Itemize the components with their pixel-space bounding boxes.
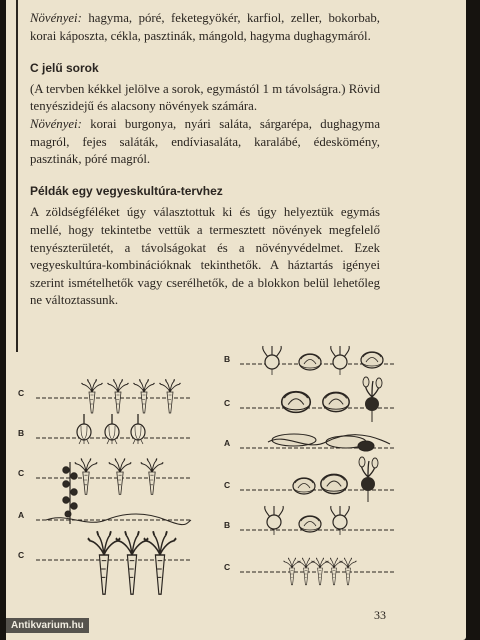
right-row-2-plants: [282, 377, 382, 422]
section-c-heading: C jelű sorok: [30, 61, 99, 76]
left-row-label-5: C: [18, 550, 25, 560]
left-row-3-carrots: [75, 458, 163, 494]
page-number: 33: [374, 608, 386, 622]
vegetable-row-illustration: [6, 0, 466, 640]
plants-list: hagyma, póré, feketegyökér, karfiol, zeller, bokorbab, korai káposzta, cékla, pasztinák, mángold, hagyma dughagymáról.: [30, 11, 380, 43]
left-row-label-1: C: [18, 388, 25, 398]
right-row-1-plants: [263, 346, 383, 375]
book-page: [6, 0, 466, 640]
right-row-label-4: C: [224, 480, 231, 490]
section-c-description: (A tervben kékkel jelölve a sorok, egymástól 1 m távolságra.) Rövid tenyészidejű és alacsony növények számára.: [30, 81, 380, 114]
right-row-label-1: B: [224, 354, 231, 364]
right-row-label-6: C: [224, 562, 231, 572]
left-row-label-4: A: [18, 510, 25, 520]
examples-paragraph: A zöldségféléket úgy választottuk ki és úgy helyeztük egymás mellé, hogy tekintetbe vettük a termesztett növények megfelelő tenyészterületét, a távolságokat és a növényvédelmet. Ezek vegyeskultúra-kombinációknak tekinthetők. A háztartás igényei szerint ismételhetők vagy cserélhetők, de a blokkon belül lehetőleg ne változtassunk.: [30, 205, 380, 308]
left-row-labels: [18, 388, 24, 560]
right-row-3-vine: [268, 434, 390, 451]
left-ground-lines: [36, 398, 191, 560]
plants-list-c: korai burgonya, nyári saláta, sárgarépa, dughagyma magról, fejes saláták, endíviasaláta, karalábé, édeskömény, pasztinák, póré magról.: [30, 116, 380, 167]
left-row-5-carrots: [88, 531, 176, 594]
left-row-label-3: C: [18, 468, 25, 478]
plants-label-c: Növényei:: [30, 116, 82, 131]
right-row-label-5: B: [224, 520, 231, 530]
right-row-5-plants: [265, 506, 350, 535]
right-row-6-carrots: [284, 558, 357, 585]
right-row-label-3: A: [224, 438, 231, 448]
plants-label: Növényei:: [30, 11, 82, 25]
left-tall-plant: [63, 462, 77, 524]
examples-heading: Példák egy vegyeskultúra-tervhez: [30, 183, 223, 198]
left-row-1-carrots: [82, 379, 181, 413]
right-row-labels: [224, 354, 230, 572]
right-row-label-2: C: [224, 398, 231, 408]
left-row-label-2: B: [18, 428, 25, 438]
left-row-2-onions: [77, 414, 145, 444]
right-row-4-plants: [293, 457, 378, 502]
watermark: Antikvarium.hu: [6, 618, 89, 633]
